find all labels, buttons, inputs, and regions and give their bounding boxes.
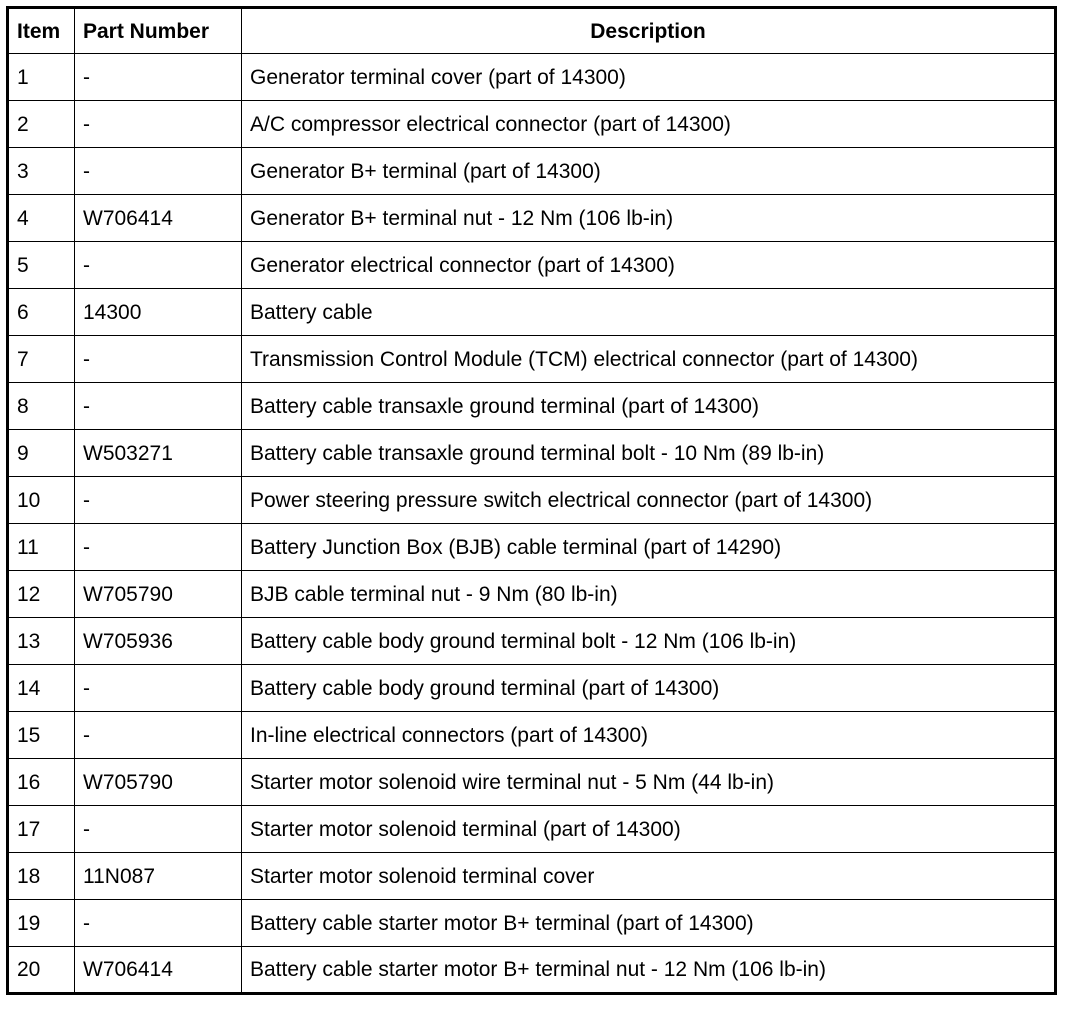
table-row [8, 806, 1056, 853]
cell-item: 14 [8, 665, 75, 712]
cell-item: 12 [8, 571, 75, 618]
table-row [8, 477, 1056, 524]
cell-part-number: W706414 [75, 947, 242, 994]
cell-part-number: - [75, 524, 242, 571]
cell-item: 11 [8, 524, 75, 571]
table-row [8, 759, 1056, 806]
table-row [8, 148, 1056, 195]
cell-part-number: - [75, 336, 242, 383]
table-row [8, 665, 1056, 712]
cell-part-number: - [75, 242, 242, 289]
header-item: Item [8, 8, 75, 54]
cell-part-number: 14300 [75, 289, 242, 336]
table-row [8, 336, 1056, 383]
table-row [8, 242, 1056, 289]
cell-description: Battery cable body ground terminal bolt - 12 Nm (106 lb-in) [242, 618, 1056, 665]
cell-description: Starter motor solenoid terminal cover [242, 853, 1056, 900]
cell-item: 4 [8, 195, 75, 242]
cell-description: Generator electrical connector (part of 14300) [242, 242, 1056, 289]
cell-part-number: W706414 [75, 195, 242, 242]
cell-item: 5 [8, 242, 75, 289]
cell-part-number: W705936 [75, 618, 242, 665]
table-row [8, 900, 1056, 947]
cell-item: 8 [8, 383, 75, 430]
cell-description: BJB cable terminal nut - 9 Nm (80 lb-in) [242, 571, 1056, 618]
cell-part-number: - [75, 806, 242, 853]
cell-description: A/C compressor electrical connector (part of 14300) [242, 101, 1056, 148]
header-description: Description [242, 8, 1056, 54]
parts-table [6, 6, 1057, 995]
table-row [8, 289, 1056, 336]
cell-description: Starter motor solenoid wire terminal nut - 5 Nm (44 lb-in) [242, 759, 1056, 806]
header-part-number: Part Number [75, 8, 242, 54]
cell-item: 20 [8, 947, 75, 994]
cell-description: Generator B+ terminal nut - 12 Nm (106 lb-in) [242, 195, 1056, 242]
cell-part-number: 11N087 [75, 853, 242, 900]
cell-part-number: - [75, 54, 242, 101]
cell-part-number: - [75, 712, 242, 759]
table-row [8, 430, 1056, 477]
cell-item: 13 [8, 618, 75, 665]
cell-part-number: - [75, 148, 242, 195]
cell-description: Generator terminal cover (part of 14300) [242, 54, 1056, 101]
parts-table-container [6, 6, 1057, 995]
table-row [8, 853, 1056, 900]
cell-part-number: - [75, 101, 242, 148]
cell-description: Battery Junction Box (BJB) cable terminal (part of 14290) [242, 524, 1056, 571]
cell-description: Starter motor solenoid terminal (part of 14300) [242, 806, 1056, 853]
table-row [8, 524, 1056, 571]
cell-item: 2 [8, 101, 75, 148]
table-row [8, 195, 1056, 242]
cell-description: Battery cable transaxle ground terminal (part of 14300) [242, 383, 1056, 430]
table-row [8, 618, 1056, 665]
cell-description: In-line electrical connectors (part of 14300) [242, 712, 1056, 759]
table-row [8, 712, 1056, 759]
cell-part-number: W705790 [75, 759, 242, 806]
cell-description: Battery cable transaxle ground terminal bolt - 10 Nm (89 lb-in) [242, 430, 1056, 477]
cell-item: 10 [8, 477, 75, 524]
cell-part-number: W503271 [75, 430, 242, 477]
cell-description: Transmission Control Module (TCM) electrical connector (part of 14300) [242, 336, 1056, 383]
table-header [8, 8, 1056, 54]
cell-item: 9 [8, 430, 75, 477]
cell-item: 19 [8, 900, 75, 947]
table-row [8, 54, 1056, 101]
cell-part-number: - [75, 900, 242, 947]
cell-description: Battery cable body ground terminal (part of 14300) [242, 665, 1056, 712]
cell-part-number: W705790 [75, 571, 242, 618]
cell-description: Power steering pressure switch electrical connector (part of 14300) [242, 477, 1056, 524]
cell-description: Generator B+ terminal (part of 14300) [242, 148, 1056, 195]
table-row [8, 947, 1056, 994]
table-row [8, 383, 1056, 430]
cell-item: 6 [8, 289, 75, 336]
cell-description: Battery cable starter motor B+ terminal nut - 12 Nm (106 lb-in) [242, 947, 1056, 994]
cell-item: 18 [8, 853, 75, 900]
table-row [8, 571, 1056, 618]
cell-part-number: - [75, 477, 242, 524]
header-row [8, 8, 1056, 54]
cell-item: 1 [8, 54, 75, 101]
cell-item: 7 [8, 336, 75, 383]
cell-item: 15 [8, 712, 75, 759]
cell-item: 3 [8, 148, 75, 195]
cell-part-number: - [75, 383, 242, 430]
cell-part-number: - [75, 665, 242, 712]
cell-description: Battery cable [242, 289, 1056, 336]
cell-item: 17 [8, 806, 75, 853]
table-row [8, 101, 1056, 148]
cell-description: Battery cable starter motor B+ terminal (part of 14300) [242, 900, 1056, 947]
cell-item: 16 [8, 759, 75, 806]
table-body [8, 54, 1056, 994]
